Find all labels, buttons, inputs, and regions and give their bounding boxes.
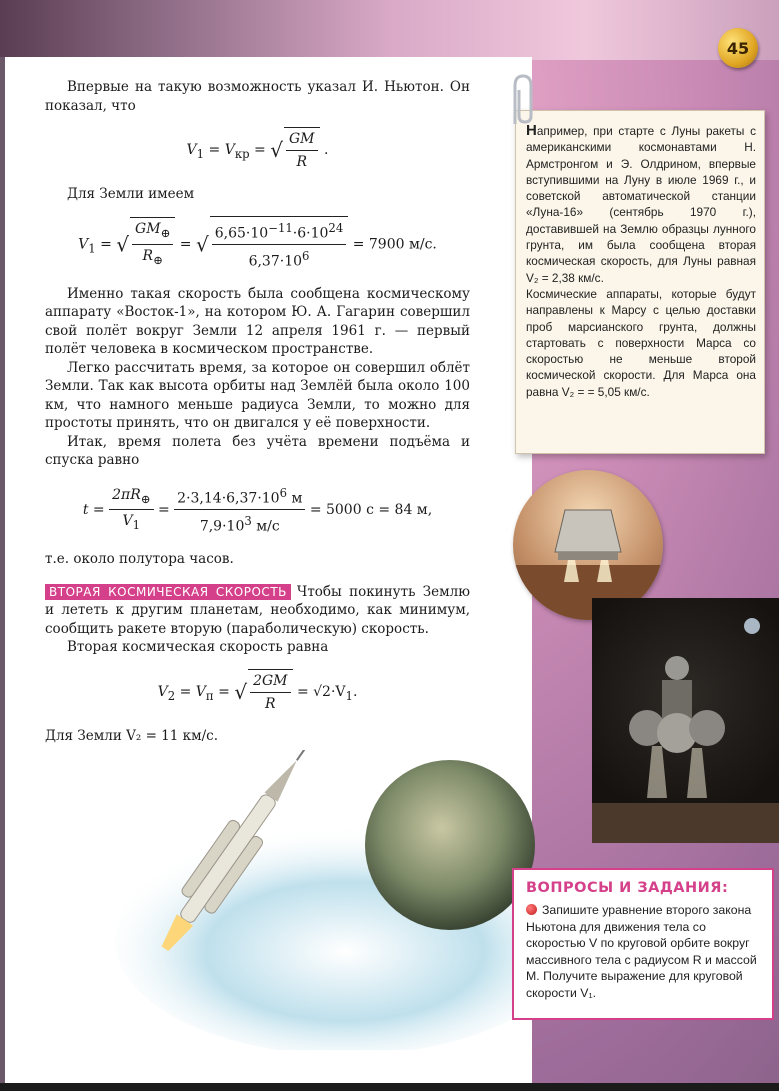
side-note-paragraph: Космические аппараты, которые будут направлены к Марсу с целью доставки проб марсианского грунта, должны стартовать с поверхности Марса со скоростью не меньше второй космической скорости. Для Марса она равна V₂ = = 5,05 км/с. (526, 286, 756, 399)
section-paragraph: ВТОРАЯ КОСМИЧЕСКАЯ СКОРОСТЬ Чтобы покинуть Землю и лететь к другим планетам, необходимо, как минимум, сообщить ракете вторую (параболическую) скорость. (45, 583, 470, 637)
paragraph: Для Земли V₂ = 11 км/с. (45, 727, 218, 744)
paragraph: Впервые на такую возможность указал И. Ньютон. Он показал, что (45, 79, 470, 114)
paragraph: т.е. около полутора часов. (45, 551, 234, 568)
main-text-column (45, 78, 470, 745)
paragraph: Итак, время полета без учёта времени подъёма и спуска равно (45, 433, 470, 469)
formula-earth-velocity: $V_1$ = √ $\frac{GM_\oplus}{R_\oplus}$ = √ $\frac{6,65\cdot 10^{-11}\cdot 6\cdot 10^{24}}{6,37\cdot 10^6}$ = 7900 м/с. (45, 216, 470, 273)
formula-flight-time: t = $\frac{2\pi R_\oplus}{V_1}$ = $\frac{2\cdot 3,14\cdot 6,37\cdot 10^6 м}{7,9\cdot 10^3 м/с}$ = 5000 с = 84 м, (45, 482, 470, 538)
paragraph: Легко рассчитать время, за которое он совершил облёт Земли. Так как высота орбиты над Землёй была около 100 км, что намного меньше радиуса Земли, то можно для простоты принять, что он двигался у её поверхности. (45, 359, 470, 432)
side-note-text (526, 123, 756, 400)
formula-first-cosmic-velocity: $V_1 = V_{кр}$ = √ $\frac{GM}{R}$ . (45, 127, 470, 173)
page-number: 45 (718, 28, 758, 68)
paragraph: Вторая космическая скорость равна (67, 639, 329, 656)
question-item: Запишите уравнение второго закона Ньютона для движения тела со скоростью V по круговой орбите вокруг массивного тела с радиусом R и массой M. Получите выражение для круговой скорости V₁. (526, 903, 757, 1000)
red-bullet-icon (526, 904, 537, 915)
rocket-planet-illustration (95, 750, 535, 1050)
section-heading: ВТОРАЯ КОСМИЧЕСКАЯ СКОРОСТЬ (45, 584, 291, 600)
paragraph: Именно такая скорость была сообщена космическому аппарату «Восток-1», на котором Ю. А. Гагарин совершил свой полёт вокруг Земли 12 апреля 1961 г. — первый полёт человека в космическом пространстве. (45, 285, 470, 358)
paperclip-icon (505, 72, 541, 128)
page-bottom-edge (0, 1083, 779, 1091)
questions-title: ВОПРОСЫ И ЗАДАНИЯ: (526, 880, 729, 896)
questions-box (512, 868, 774, 1020)
drop-cap: Н (526, 122, 537, 139)
formula-second-cosmic-velocity: $V_2 = V_п$ = √ $\frac{2GM}{R}$ = $√2\cdot V_1$. (45, 669, 470, 715)
planet (365, 760, 535, 930)
paragraph: Для Земли имеем (67, 186, 195, 202)
moon (744, 618, 760, 634)
page-header-banner (0, 0, 779, 60)
mars-probe-photo (592, 598, 779, 843)
side-note-box (515, 110, 765, 454)
side-note-paragraph: Например, при старте с Луны ракеты с американскими космонавтами Н. Армстронгом и Э. Олдрином, впервые вступившими на Луну в июле 1969 г., и советской автоматической станции «Луна-16» (сентябрь 1970 г.), доставившей на Землю образцы лунного грунта, им была сообщена вторая космическая скорость, для Луны равная V₂ = 2,38 км/с. (526, 122, 756, 285)
